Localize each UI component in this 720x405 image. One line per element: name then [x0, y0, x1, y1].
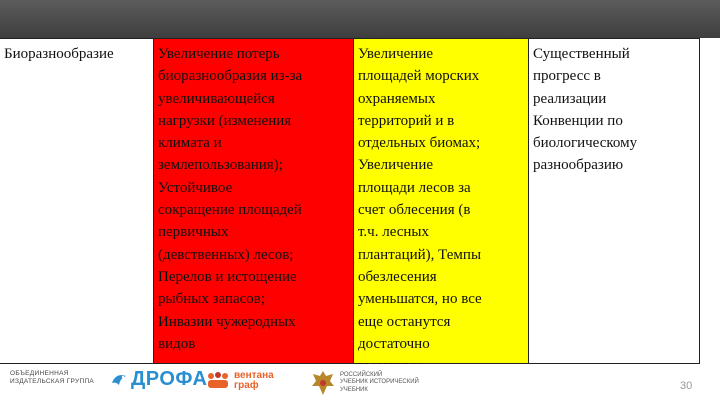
yellow-cell [353, 39, 528, 363]
red-line: Перелов и истощение [158, 268, 297, 285]
ventana-logo-line: граф [234, 380, 259, 391]
yellow-line: уменьшатся, но все [358, 291, 482, 308]
red-line: рыбных запасов; [158, 291, 266, 308]
red-cell [153, 39, 353, 363]
result-cell [528, 39, 700, 363]
category-label: Биоразнообразие [4, 46, 114, 62]
red-line: Устойчивое [158, 179, 233, 196]
ventana-logo-line: вентана [234, 370, 274, 381]
drofa-bird-icon [110, 371, 128, 389]
yellow-line: плантаций), Темпы [358, 246, 482, 263]
publisher-footer [0, 364, 720, 405]
yellow-line: достаточно [358, 335, 430, 352]
result-line: Конвенции по [533, 112, 623, 129]
rus-logo-line: УЧЕБНИК ИСТОРИЧЕСКИЙ [340, 379, 419, 386]
result-line: Существенный [533, 46, 630, 62]
result-line: прогресс в [533, 68, 601, 85]
yellow-line: обезлесения [358, 268, 437, 285]
ventana-logo-text [234, 371, 274, 391]
drofa-logo-text: ДРОФА [131, 368, 208, 390]
ventana-figure-icon [205, 370, 231, 392]
oig-logo-line: ОБЪЕДИНЕННАЯ [10, 370, 69, 377]
yellow-line: еще останутся [358, 313, 451, 330]
red-line: Увеличение потерь [158, 46, 280, 62]
red-line: сокращение площадей [158, 202, 302, 219]
yellow-line: счет облесения (в [358, 202, 471, 219]
yellow-line: Увеличение [358, 46, 434, 62]
rus-logo-line: РОССИЙСКИЙ [340, 371, 383, 378]
red-line: (девственных) лесов; [158, 246, 294, 263]
red-line: увеличивающейся [158, 90, 275, 107]
result-line: биологическому [533, 135, 638, 152]
eagle-emblem-icon [310, 368, 336, 398]
page-number: 30 [680, 380, 693, 392]
yellow-line: отдельных биомах; [358, 135, 481, 152]
category-cell [0, 39, 153, 363]
ventana-logo [205, 370, 274, 392]
comparison-table [0, 38, 700, 364]
drofa-logo [110, 368, 207, 391]
red-line: климата и [158, 135, 222, 152]
yellow-line: территорий и в [358, 112, 455, 129]
red-line: видов [158, 335, 196, 352]
yellow-line: охраняемых [358, 90, 436, 107]
oig-logo [10, 370, 94, 386]
yellow-line: т.ч. лесных [358, 224, 430, 241]
yellow-line: площади лесов за [358, 179, 471, 196]
yellow-line: площадей морских [358, 68, 480, 85]
red-line: нагрузки (изменения [158, 112, 292, 129]
red-line: биоразнообразия из-за [158, 68, 303, 85]
result-line: разнообразию [533, 157, 624, 174]
red-line: первичных [158, 224, 229, 241]
russian-textbook-logo [310, 368, 419, 398]
yellow-line: Увеличение [358, 157, 434, 174]
red-line: землепользования); [158, 157, 283, 174]
russian-textbook-logo-text [340, 372, 419, 395]
red-line: Инвазии чужеродных [158, 313, 296, 330]
slide-top-bar [0, 0, 720, 38]
oig-logo-line: ИЗДАТЕЛЬСКАЯ ГРУППА [10, 378, 95, 385]
result-line: реализации [533, 90, 607, 107]
rus-logo-line: УЧЕБНИК [340, 386, 368, 393]
